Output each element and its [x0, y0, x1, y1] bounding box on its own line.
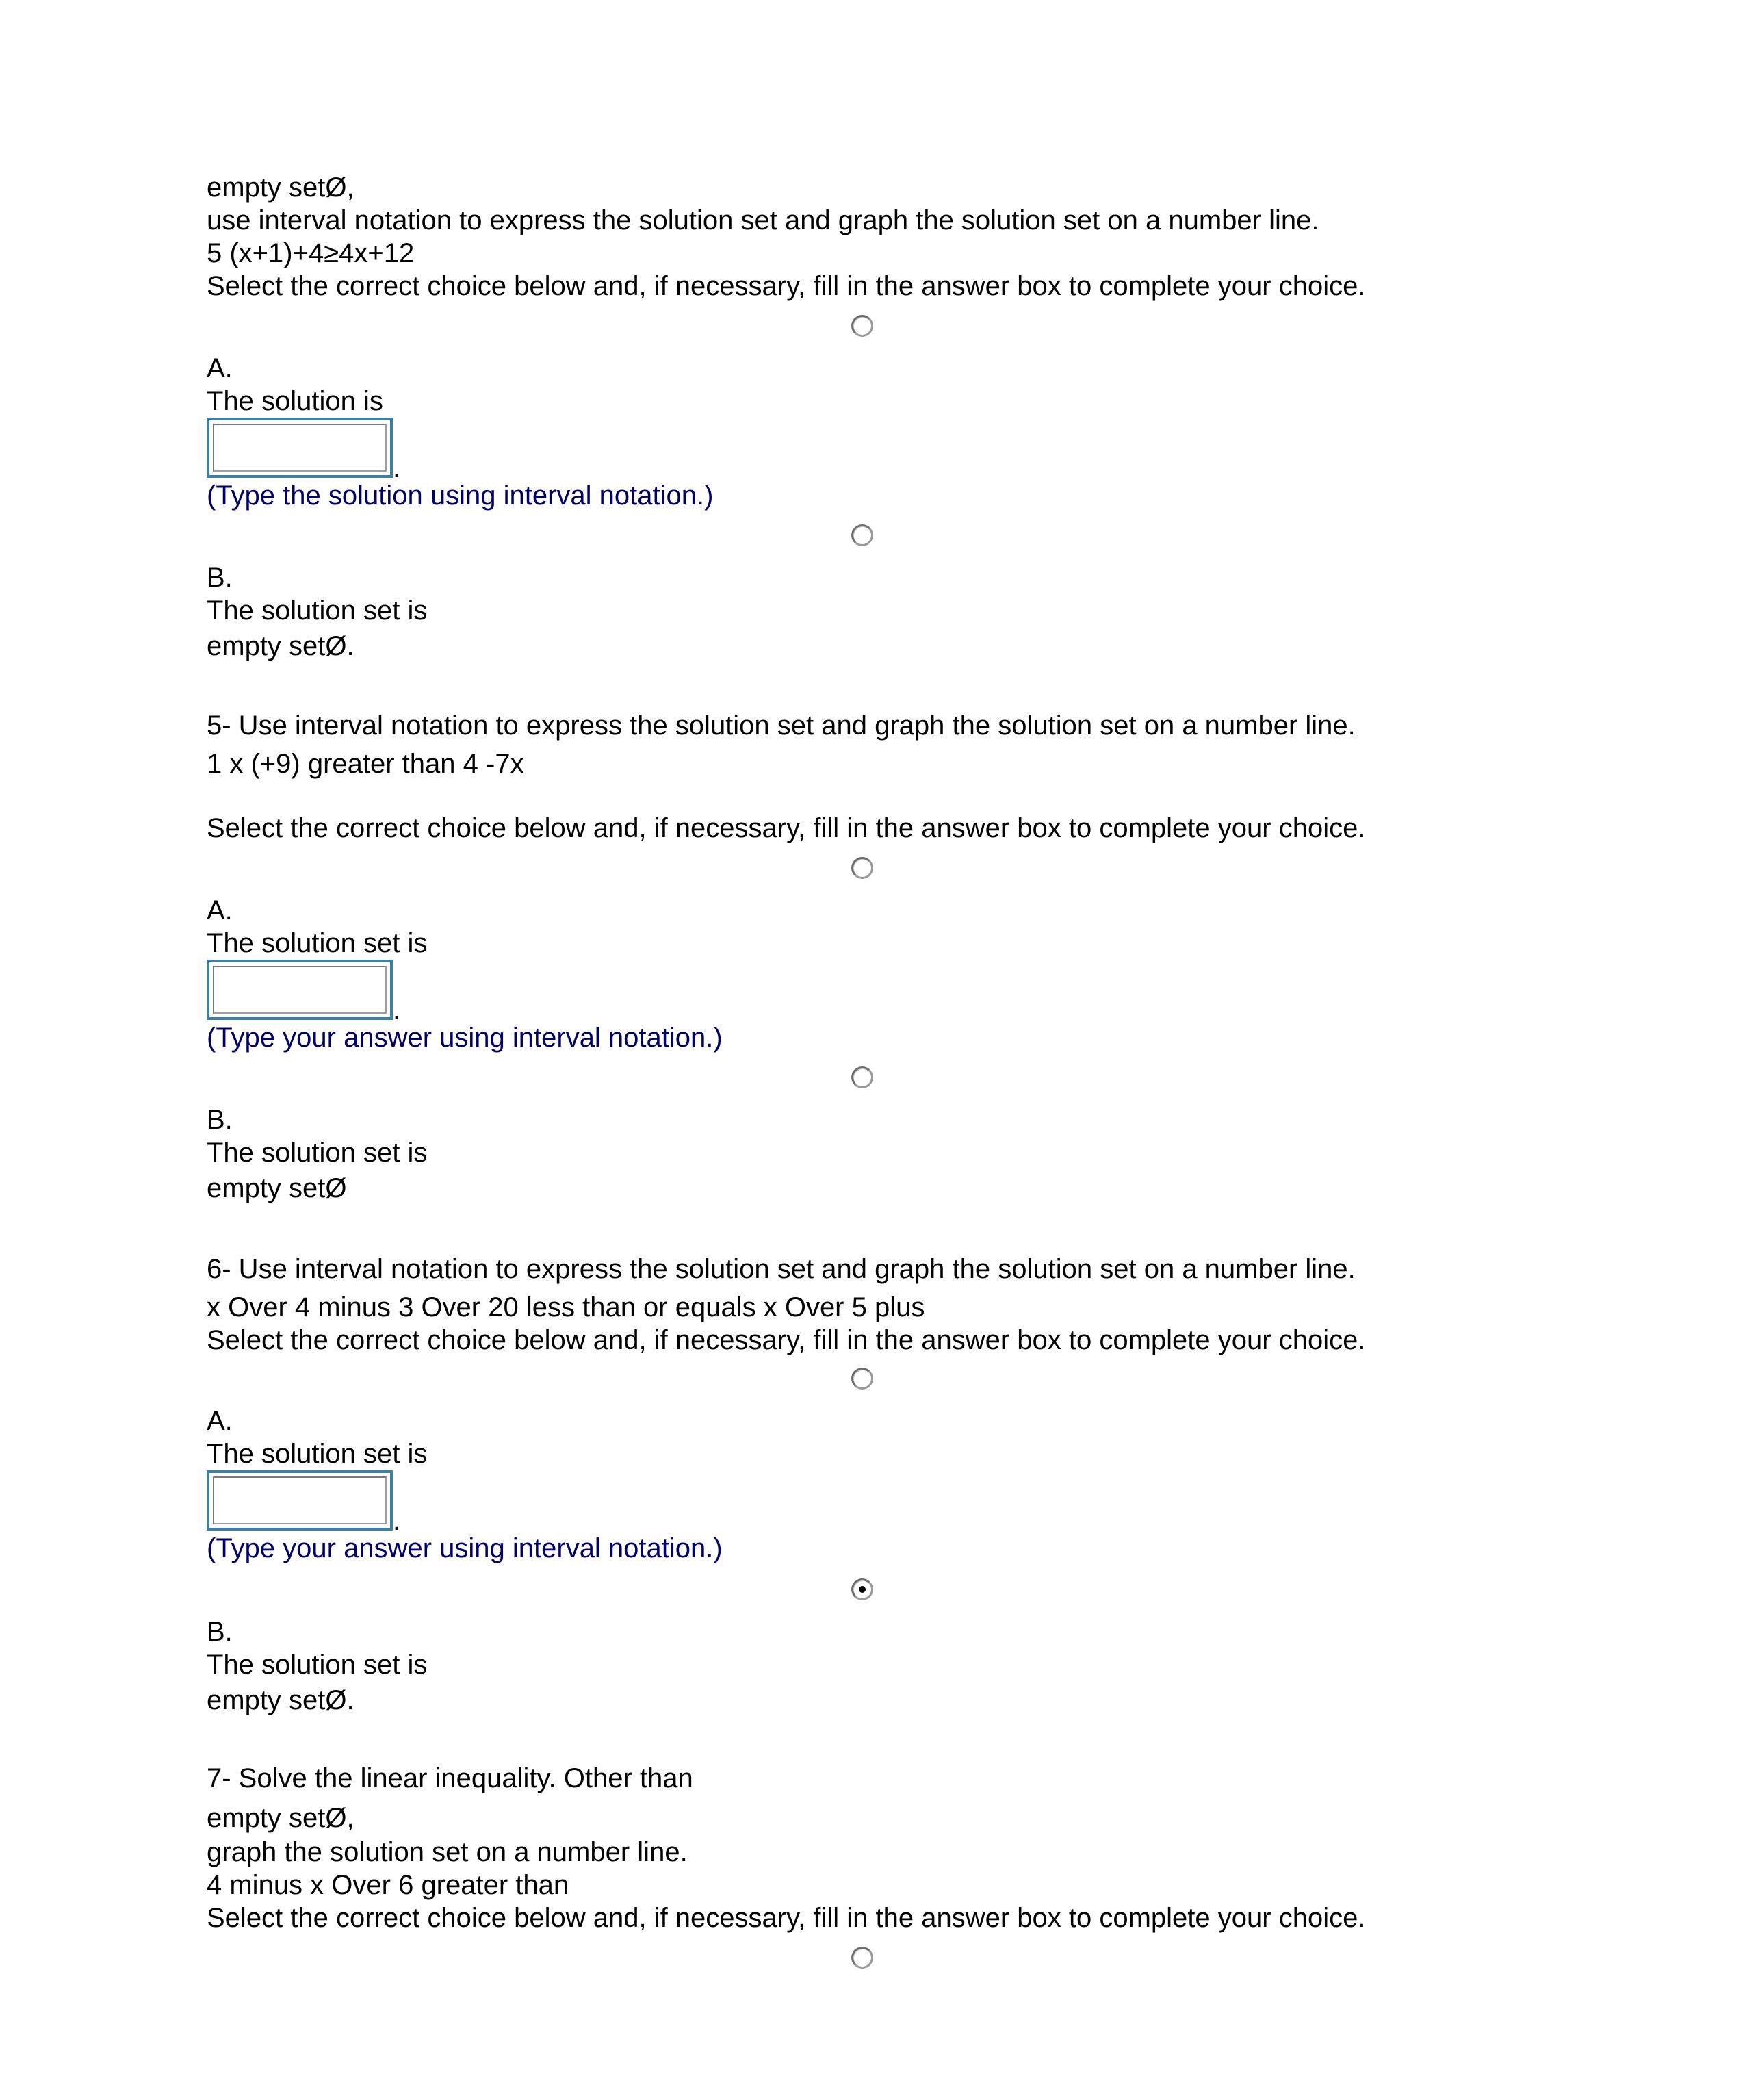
question-5-title: 5- Use interval notation to express the solution set and graph the solution set on a number line.	[207, 710, 1356, 741]
question-7-select-instruction: Select the correct choice below and, if necessary, fill in the answer box to complete your choice.	[207, 1903, 1366, 1933]
answer-input[interactable]	[213, 424, 387, 472]
q6-answer-input[interactable]	[213, 1476, 387, 1524]
question-5-select-instruction: Select the correct choice below and, if necessary, fill in the answer box to complete your choice.	[207, 813, 1366, 843]
inequality-expression: 5 (x+1)+4≥4x+12	[207, 238, 415, 268]
q6-choice-b-radio[interactable]	[851, 1578, 873, 1600]
q7-choice-a-radio[interactable]	[851, 1947, 873, 1969]
q6-choice-a-text: The solution set is	[207, 1439, 428, 1469]
choice-a-letter: A.	[207, 353, 233, 383]
q5-answer-input[interactable]	[213, 966, 387, 1014]
answer-period: .	[393, 453, 401, 483]
q5-choice-a-text: The solution set is	[207, 928, 428, 958]
q6-answer-box[interactable]	[207, 1470, 393, 1531]
choice-b-letter: B.	[207, 563, 233, 593]
choice-a-text: The solution is	[207, 386, 383, 416]
q5-choice-b-text: The solution set is	[207, 1138, 428, 1168]
q6-choice-a-hint: (Type your answer using interval notation.)	[207, 1533, 723, 1563]
question-6-expression: x Over 4 minus 3 Over 20 less than or equals x Over 5 plus	[207, 1292, 925, 1322]
q5-choice-a-radio[interactable]	[851, 857, 873, 879]
q5-answer-period: .	[393, 995, 401, 1025]
q5-choice-a-hint: (Type your answer using interval notation.)	[207, 1023, 723, 1053]
q6-choice-b-value: empty setØ.	[207, 1685, 354, 1715]
q6-answer-period: .	[393, 1506, 401, 1536]
q6-choice-a-radio[interactable]	[851, 1368, 873, 1390]
q5-choice-a-letter: A.	[207, 895, 233, 925]
answer-box[interactable]	[207, 418, 393, 478]
question-7-title: 7- Solve the linear inequality. Other than	[207, 1763, 693, 1793]
q5-choice-b-radio[interactable]	[851, 1066, 873, 1088]
question-5-expression: 1 x (+9) greater than 4 -7x	[207, 749, 524, 779]
q6-choice-b-letter: B.	[207, 1617, 233, 1647]
intro-text: empty setØ,	[207, 172, 354, 203]
question-6-select-instruction: Select the correct choice below and, if necessary, fill in the answer box to complete your choice.	[207, 1325, 1366, 1355]
choice-a-hint: (Type the solution using interval notation.)	[207, 481, 714, 511]
question-6-title: 6- Use interval notation to express the solution set and graph the solution set on a number line.	[207, 1254, 1356, 1284]
instruction-text: use interval notation to express the solution set and graph the solution set on a number line.	[207, 205, 1319, 235]
choice-b-value: empty setØ.	[207, 631, 354, 661]
question-7-expression: 4 minus x Over 6 greater than	[207, 1870, 569, 1900]
choice-b-text: The solution set is	[207, 596, 428, 626]
select-instruction: Select the correct choice below and, if necessary, fill in the answer box to complete your choice.	[207, 271, 1366, 301]
question-7-empty-set: empty setØ,	[207, 1803, 354, 1833]
q6-choice-a-letter: A.	[207, 1406, 233, 1436]
q5-answer-box[interactable]	[207, 960, 393, 1020]
question-7-instruction: graph the solution set on a number line.	[207, 1837, 688, 1867]
choice-b-radio[interactable]	[851, 524, 873, 546]
q5-choice-b-letter: B.	[207, 1105, 233, 1135]
q6-choice-b-text: The solution set is	[207, 1650, 428, 1680]
choice-a-radio[interactable]	[851, 315, 873, 337]
q5-choice-b-value: empty setØ	[207, 1173, 347, 1203]
